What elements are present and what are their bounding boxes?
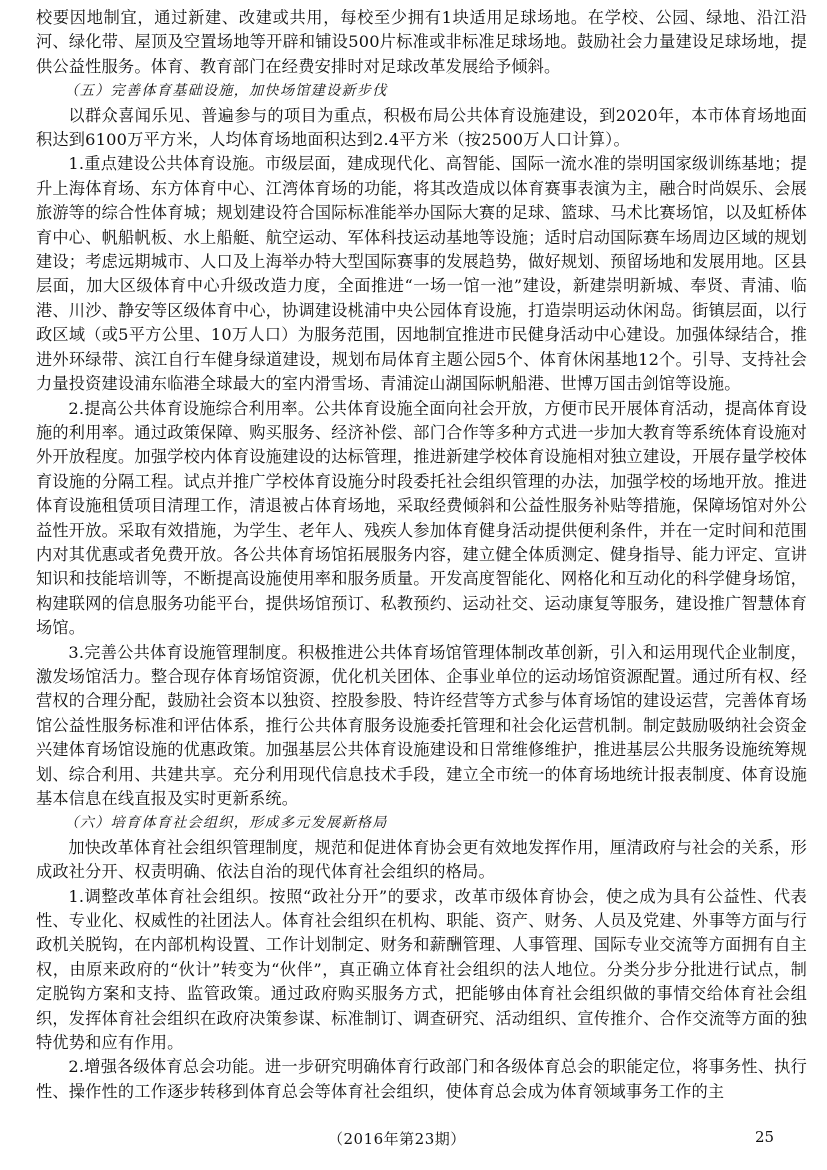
article-body [36, 6, 807, 1104]
paragraph-item-5-3: 3.完善公共体育设施管理制度。积极推进公共体育场馆管理体制改革创新，引入和运用现代企业制度，激发场馆活力。整合现存体育场馆资源，优化机关团体、企事业单位的运动场馆资源配置。通过所有权、经营权的合理分配，鼓励社会资本以独资、控股参股、特许经营等方式参与体育场馆的建设运营，完善体育场馆公益性服务标准和评估体系，推行公共体育服务设施委托管理和社会化运营机制。制定鼓励吸纳社会资金兴建体育场馆设施的优惠政策。加强基层公共体育设施建设和日常维修维护，推进基层公共服务设施统筹规划、综合利用、共建共享。充分利用现代信息技术手段，建立全市统一的体育场地统计报表制度、体育设施基本信息在线直报及实时更新系统。 [36, 642, 807, 808]
section-heading-six: （六）培育体育社会组织，形成多元发展新格局 [64, 815, 388, 832]
page-footer [0, 1128, 827, 1152]
paragraph-item-6-2: 2.增强各级体育总会功能。进一步研究明确体育行政部门和各级体育总会的职能定位，将事务性、执行性、操作性的工作逐步转移到体育总会等体育社会组织，使体育总会成为体育领域事务工作的主 [36, 1057, 807, 1101]
paragraph-intro-five: 以群众喜闻乐见、普遍参与的项目为重点，积极布局公共体育设施建设，到2020年，本市体育场地面积达到6100万平方米，人均体育场地面积达到2.4平方米（按2500万人口计算）。 [36, 105, 807, 150]
section-heading-five: （五）完善体育基础设施，加快场馆建设新步伐 [64, 83, 388, 100]
issue-label: （2016年第23期） [328, 1130, 466, 1148]
paragraph-item-5-2: 2.提高公共体育设施综合利用率。公共体育设施全面向社会开放，方便市民开展体育活动，提高体育设施的利用率。通过政策保障、购买服务、经济补偿、部门合作等多种方式进一步加大教育等系统体育设施对外开放程度。加强学校内体育设施建设的达标管理，推进新建学校体育设施相对独立建设，开展存量学校体育设施的分隔工程。试点并推广学校体育设施分时段委托社会组织管理的办法，加强学校的场地开放。推进体育设施租赁项目清理工作，清退被占体育场地，采取经费倾斜和公益性服务补贴等措施，保障场馆对外公益性开放。采取有效措施，为学生、老年人、残疾人参加体育健身活动提供便利条件，并在一定时间和范围内对其优惠或者免费开放。各公共体育场馆拓展服务内容，建立健全体质测定、健身指导、能力评定、宣讲知识和技能培训等，不断提高设施使用率和服务质量。开发高度智能化、网格化和互动化的科学健身场馆，构建联网的信息服务功能平台，提供场馆预订、私教预约、运动社交、运动康复等服务，建设推广智慧体育场馆。 [36, 398, 807, 638]
paragraph-item-5-1: 1.重点建设公共体育设施。市级层面，建成现代化、高智能、国际一流水准的崇明国家级训练基地；提升上海体育场、东方体育中心、江湾体育场的功能，将其改造成以体育赛事表演为主，融合时尚娱乐、会展旅游等的综合性体育城；规划建设符合国际标准能举办国际大赛的足球、篮球、马术比赛场馆，以及虹桥体育中心、帆船帆板、水上船艇、航空运动、军体科技运动基地等设施；适时启动国际赛车场周边区域的规划建设；考虑远期城市、人口及上海举办特大型国际赛事的发展趋势，做好规划、预留场地和发展用地。区县层面，加大区级体育中心升级改造力度，全面推进“一场一馆一池”建设，新建崇明新城、奉贤、青浦、临港、川沙、静安等区级体育中心，协调建设桃浦中央公园体育设施，打造崇明运动休闲岛。街镇层面，以行政区域（或5平方公里、10万人口）为服务范围，因地制宜推进市民健身活动中心建设。加强体绿结合，推进外环绿带、滨江自行车健身绿道建设，规划布局体育主题公园5个、体育休闲基地12个。引导、支持社会力量投资建设浦东临港全球最大的室内滑雪场、青浦淀山湖国际帆船港、世博万国击剑馆等设施。 [36, 154, 807, 394]
paragraph-intro-six: 加快改革体育社会组织管理制度，规范和促进体育协会更有效地发挥作用，厘清政府与社会的关系，形成政社分开、权责明确、依法自治的现代体育社会组织的格局。 [36, 837, 807, 882]
page-number: 25 [755, 1128, 775, 1146]
paragraph-item-6-1: 1.调整改革体育社会组织。按照“政社分开”的要求，改革市级体育协会，使之成为具有公益性、代表性、专业化、权威性的社团法人。体育社会组织在机构、职能、资产、财务、人员及党建、外事等方面与行政机关脱钩，在内部机构设置、工作计划制定、财务和薪酬管理、人事管理、国际专业交流等方面拥有自主权，由原来政府的“伙计”转变为“伙伴”，真正确立体育社会组织的法人地位。分类分步分批进行试点，制定脱钩方案和支持、监管政策。通过政府购买服务方式，把能够由体育社会组织做的事情交给体育社会组织，发挥体育社会组织在政府决策参谋、标准制订、调查研究、活动组织、宣传推介、合作交流等方面的独特优势和应有作用。 [36, 886, 807, 1053]
paragraph-continuation: 校要因地制宜，通过新建、改建或共用，每校至少拥有1块适用足球场地。在学校、公园、绿地、沿江沿河、绿化带、屋顶及空置场地等开辟和铺设500片标准或非标准足球场地。鼓励社会力量建设足球场地，提供公益性服务。体育、教育部门在经费安排时对足球改革发展给予倾斜。 [36, 8, 807, 76]
